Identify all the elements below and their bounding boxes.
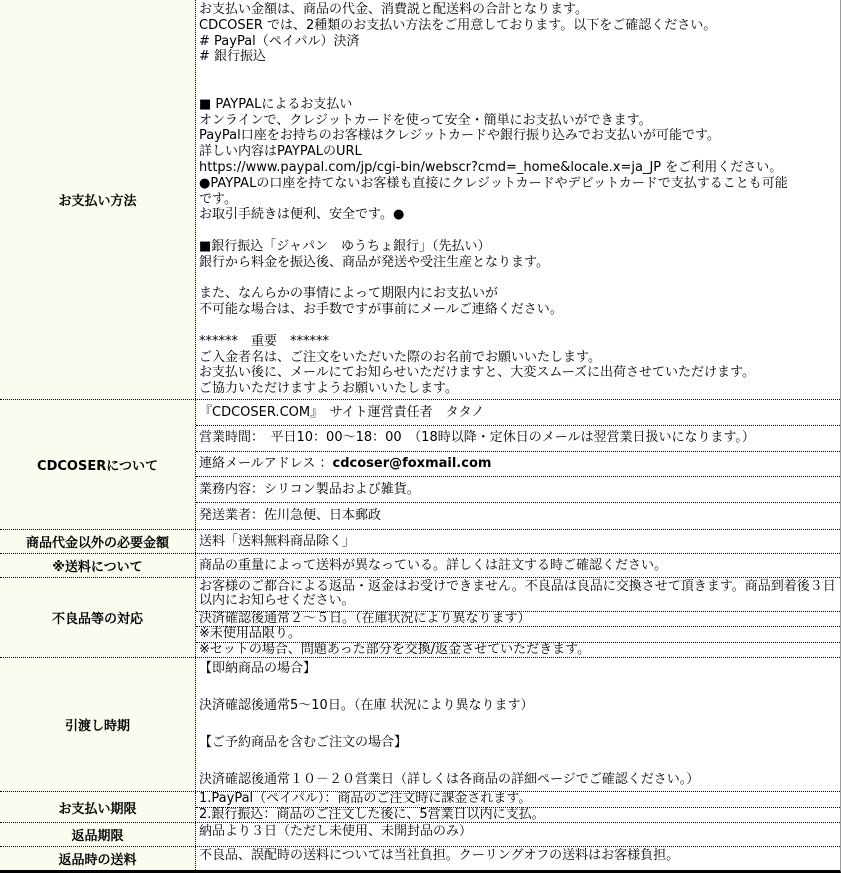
text-line: https://www.paypal.com/jp/cgi-bin/webscr?cmd=_home&locale.x=ja_JP をご利用ください。 — [199, 159, 783, 175]
contact-email: cdcoser@foxmail.com — [332, 456, 492, 472]
sub-row — [196, 530, 840, 553]
sub-row — [196, 847, 840, 865]
table-row — [0, 577, 840, 658]
row-content — [196, 530, 840, 553]
table-row — [0, 846, 840, 870]
row-content — [196, 658, 840, 791]
row-header: 返品期限 — [0, 823, 196, 846]
row-content — [196, 554, 840, 577]
text-line — [199, 752, 837, 770]
text-block — [196, 0, 840, 399]
row-header: 返品時の送料 — [0, 847, 196, 870]
text-line: 詳しい内容はPAYPALのURL — [199, 144, 362, 160]
sub-row-text: 業務内容：シリコン製品および雑貨。 — [199, 481, 420, 497]
sub-row-text: 2.銀行振込：商品のご注文した後に、5営業日以内に支払。 — [199, 806, 545, 822]
text-line: # 銀行振込 — [199, 49, 267, 65]
sub-row — [196, 554, 840, 577]
sub-row — [196, 627, 840, 643]
sub-row-text: ※未使用品限り。 — [199, 626, 301, 642]
sub-row — [196, 426, 840, 452]
sub-row-text: 商品の重量によって送料が異なっている。詳しくは註文する時ご確認ください。 — [199, 557, 668, 573]
text-block — [196, 658, 840, 791]
text-line — [199, 223, 837, 239]
text-line: お取引手続きは便利、安全です。● — [199, 207, 405, 223]
text-line — [199, 65, 837, 81]
row-header: お支払い期限 — [0, 792, 196, 822]
text-line: ●PAYPALの口座を持てないお客様も直接にクレジットカードやデビットカードで支払することも可能 — [199, 175, 788, 191]
text-line: 【即納商品の場合】 — [199, 661, 317, 677]
row-header: 不良品等の対応 — [0, 578, 196, 658]
text-line — [199, 271, 837, 287]
sub-row — [196, 823, 840, 841]
text-line: 銀行から料金を振込後、商品が発送や受注生産となります。 — [199, 254, 549, 270]
row-content — [196, 847, 840, 870]
text-line: オンラインで、クレジットカードを使って安全・簡単にお支払いができます。 — [199, 112, 652, 128]
text-line — [199, 716, 837, 734]
row-header: お支払い方法 — [0, 0, 196, 399]
sub-row-text: 『CDCOSER.COM』 サイト運営責任者 タタノ — [199, 404, 485, 420]
sub-row — [196, 643, 840, 658]
text-line: また、なんらかの事情によって期限内にお支払いが — [199, 286, 499, 302]
row-header: CDCOSERについて — [0, 400, 196, 529]
text-line — [199, 318, 837, 334]
text-line: ご協力いただけますようお願いいたします。 — [199, 381, 458, 397]
text-line: 決済確認後通常１０－２０営業日（詳しくは各商品の詳細ページでご確認ください。） — [199, 771, 700, 787]
sub-row-text: 納品より３日（ただし未使用、未開封品のみ） — [199, 824, 473, 840]
sub-row — [196, 477, 840, 503]
text-line: 【ご予約商品を含むご注文の場合】 — [199, 735, 408, 750]
sub-row-text: 決済確認後通常２～５日。（在庫状況により異なります） — [199, 610, 531, 626]
sub-row — [196, 400, 840, 426]
row-header: 商品代金以外の必要金額 — [0, 530, 196, 553]
text-line — [199, 81, 837, 97]
table-row — [0, 399, 840, 529]
sub-row-text: お客様のご都合による返品・返金はお受けできません。不良品は良品に交換させて頂きます。商品到着後３日以内にお知らせください。 — [199, 578, 836, 609]
sub-row-text: 送料「送料無料商品除く」 — [199, 533, 356, 549]
text-line — [199, 679, 837, 697]
sub-row — [196, 792, 840, 808]
table-row — [0, 0, 840, 399]
text-line: お支払い金額は、商品の代金、消費説と配送料の合計となります。 — [199, 2, 588, 17]
sub-row — [196, 452, 840, 478]
sub-row-text: 不良品、誤配時の送料については当社負担。クーリングオフの送料はお客様負担。 — [199, 848, 680, 864]
row-content — [196, 792, 840, 822]
text-line: CDCOSER では、2種類のお支払い方法をご用意しております。以下をご確認ください。 — [199, 17, 717, 33]
text-line: 不可能な場合は、お手数ですが事前にメールご連絡ください。 — [199, 302, 563, 318]
text-line: です。 — [199, 191, 237, 207]
table-row — [0, 657, 840, 791]
row-header: ※送料について — [0, 554, 196, 577]
text-line: ご入金者名は、ご注文をいただいた際のお名前でお願いいたします。 — [199, 349, 601, 365]
text-line: ■銀行振込「ジャパン ゆうちょ銀行」（先払い） — [199, 238, 491, 254]
text-line: ****** 重要 ****** — [199, 333, 330, 349]
row-content — [196, 400, 840, 529]
table-row — [0, 822, 840, 846]
text-line: PayPal口座をお持ちのお客様はクレジットカードや銀行振り込みでお支払いが可能です。 — [199, 128, 720, 144]
table-row — [0, 529, 840, 553]
text-line: お支払い後に、メールにてお知らせいただけますと、大変スムーズに出荷させていただけます。 — [199, 365, 756, 381]
row-content — [196, 0, 840, 399]
row-content — [196, 578, 840, 658]
sub-row — [196, 808, 840, 823]
sub-row-text: 発送業者：佐川急便、日本郵政 — [199, 508, 382, 524]
sub-row — [196, 503, 840, 529]
sub-row-text: 連絡メールアドレス ： — [199, 456, 333, 472]
text-line: 決済確認後通常5～10日。（在庫 状況により異なります） — [199, 698, 534, 714]
row-content — [196, 823, 840, 846]
sub-row — [196, 578, 840, 612]
text-line: # PayPal（ペイパル）決済 — [199, 33, 360, 49]
row-header: 引渡し時期 — [0, 658, 196, 791]
table-row — [0, 553, 840, 577]
table-row — [0, 791, 840, 822]
sub-row-text: 1.PayPal（ペイパル）：商品のご注文時に課金されます。 — [199, 791, 532, 807]
sub-row-text: 営業時間： 平日10：00～18：00 （18時以降・定休日のメールは翌営業日扱いになります。） — [199, 430, 755, 446]
sub-row-text: ※セットの場合、問題あった部分を交換/返金させていただきます。 — [199, 641, 591, 657]
text-line: ■ PAYPALによるお支払い — [199, 96, 353, 112]
